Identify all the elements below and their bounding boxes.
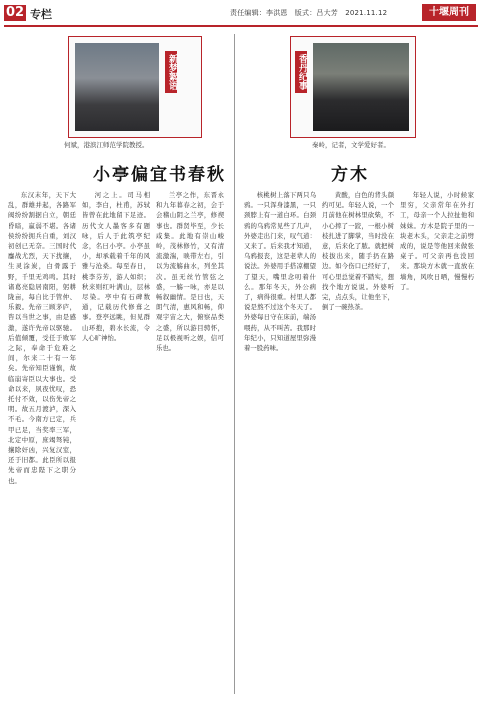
paragraph: 东汉末年，天下大乱，群雄并起，各路军阀纷纷割据自立，朝廷昏暗，羸弱不堪。各诸侯纷纷拥兵自重，刘汉初创已无奈。三国时代鏖战尤烈，天下扰攘，生灵涂炭，白骨露于野，千里无鸡鸣。其时诸葛亮隐居南阳，躬耕陇亩，每自比于管仲、乐毅。先帝三顾茅庐，咨以当世之事，由是感激，遂许先帝以驱驰。后值倾覆，受任于败军之际，奉命于危难之间，尔来二十有一年矣。先帝知臣谨慎，故临崩寄臣以大事也。受命以来，夙夜忧叹，恐托付不效，以伤先帝之明。故五月渡泸，深入不毛。今南方已定，兵甲已足，当奖率三军，北定中原，庶竭驽钝，攘除奸凶，兴复汉室，还于旧都。此臣所以报先帝而忠陛下之职分也。 [8, 191, 76, 485]
editor-meta: 责任编辑：李洪恩 版式：吕大芳 2021.11.12 [230, 9, 388, 17]
page-number: 02 [5, 5, 25, 20]
paragraph: 黄酸，白色的背头颜约可见。年轻人说，一个月前他在树林里砍柴，不小心摔了一跤，一根小树枝扎进了脚掌，当时没在意，后来化了脓。就把树枝拔出来，随手扔在路边。如今伤口已经好了，可心里总觉着不踏实，想找个地方说说。外婆听完，点点头，让他坐下，倒了一碗热茶。 [322, 191, 394, 312]
article-body-left-col3 [156, 190, 224, 690]
author-photo-right [313, 43, 409, 131]
author-photo-frame-right [290, 36, 416, 138]
author-caption-left: 何斌，港滨江师范学院教授。 [64, 141, 149, 149]
article-title-left: 小亭偏宜书春秋 [93, 165, 226, 185]
paragraph: 年轻人说，小时候家里穷，父亲常年在外打工，母亲一个人拉扯他和妹妹。方木是院子里的一块老木头，父亲走之前劈成的，说是等他回来做张桌子。可父亲再也没回来。那块方木就一直放在墙角，风吹日晒，慢慢朽了。 [400, 191, 474, 291]
page-header [0, 0, 482, 26]
article-body-right-col2 [322, 190, 394, 690]
header-rule [4, 25, 478, 27]
paragraph: 河之上。司马相如，李白，杜甫，苏轼皆曾在此地留下足迹。历代文人墨客多有题咏，后人于此筑亭纪念，名曰小亭。小亭虽小，却承载着千年的风雅与沧桑。每至春日，桃李芬芳，游人如织；秋来则红叶满山，层林尽染。亭中有石碑数通，记载历代修葺之事。登亭远眺，但见群山环抱，碧水长流，令人心旷神怡。 [82, 191, 150, 342]
article-body-left-col2 [82, 190, 150, 690]
author-photo-frame-left [68, 36, 202, 138]
article-title-right: 方木 [331, 165, 369, 185]
newspaper-logo: 十堰周刊 [422, 4, 476, 21]
paragraph: 兰亭之作，东晋永和九年暮春之初，会于会稽山阴之兰亭，修禊事也。群贤毕至，少长咸集。此地有崇山峻岭，茂林修竹，又有清流激湍，映带左右，引以为流觞曲水，列坐其次。虽无丝竹管弦之盛，一觞一咏，亦足以畅叙幽情。是日也，天朗气清，惠风和畅，仰观宇宙之大，俯察品类之盛，所以游目骋怀，足以极视听之娱，信可乐也。 [156, 191, 224, 353]
author-caption-right: 秦岭，记者，文学爱好者。 [312, 141, 390, 149]
article-body-right-col3 [400, 190, 474, 690]
column-divider [234, 34, 235, 694]
paragraph: 核桃树上落下两只乌鸦。一只浑身漆黑，一只颈脖上有一道白环。白颈鸦的乌鸦常见些了几声，外婆走出门来，叹气道：又来了。后来我才知道，乌鸦报丧，这是老辈人的说法。外婆用手搭凉棚望了望天，嘴里念叨着什么。那年冬天，外公病了，病得很重。村里人都说是熬不过这个冬天了。外婆每日守在床前，端汤喂药，从不叫苦。我那时年纪小，只知道屋里弥漫着一股药味。 [244, 191, 316, 353]
column-tag-left: 新梦絮语 [165, 51, 177, 93]
author-photo-left [75, 43, 159, 131]
section-title: 专栏 [30, 8, 52, 21]
column-tag-right: 香丹纪事 [295, 51, 307, 93]
article-body-left-col1 [8, 190, 76, 690]
article-body-right-col1 [244, 190, 316, 690]
